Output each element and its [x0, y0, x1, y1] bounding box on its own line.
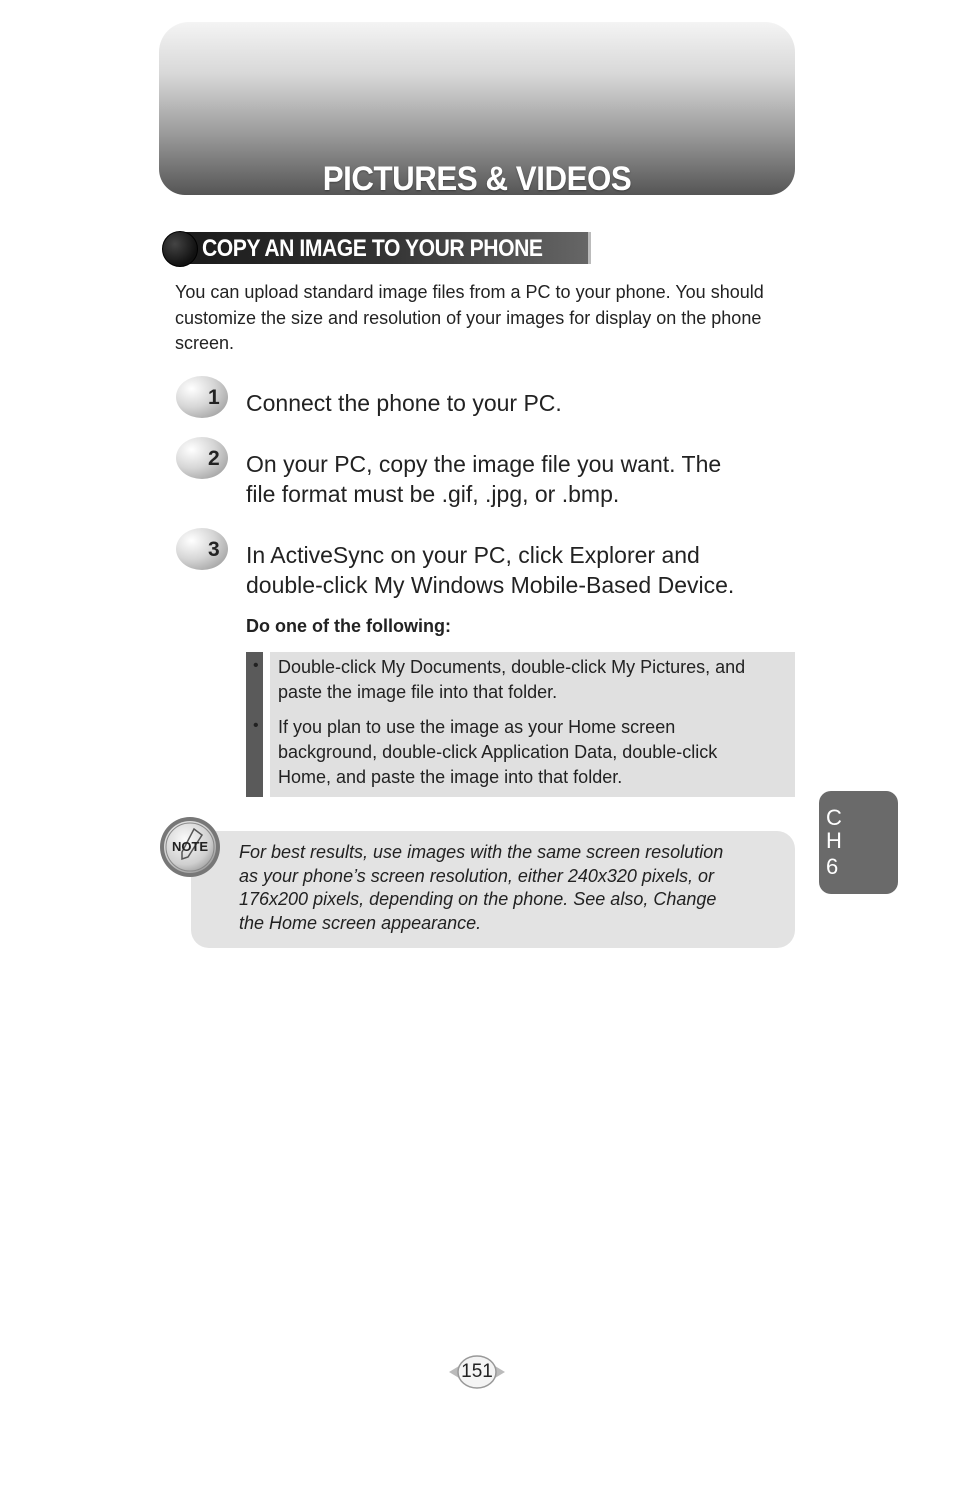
bullet-line: If you plan to use the image as your Home screen: [278, 717, 676, 737]
bullet-dot-icon: •: [253, 717, 259, 734]
step-text: [246, 449, 796, 509]
step-text-line: In ActiveSync on your PC, click Explorer and: [246, 542, 700, 568]
note-line: For best results, use images with the same screen resolution: [239, 842, 724, 862]
bullet-line: background, double-click Application Data, double-click: [278, 742, 718, 762]
note-text: [239, 841, 779, 935]
chapter-tab-c: C: [826, 805, 842, 830]
intro-paragraph: You can upload standard image files from a PC to your phone. You should customize the size and resolution of your images for display on the phone screen.: [175, 282, 764, 353]
step-disc-icon: [176, 376, 228, 418]
step-text: [246, 540, 796, 600]
options-box: [246, 652, 795, 797]
page-number-badge: [447, 1354, 507, 1390]
step-number: 3: [208, 538, 220, 561]
note-line: 176x200 pixels, depending on the phone. See also, Change: [239, 889, 717, 909]
chapter-header: [159, 22, 795, 198]
note-icon-label: NOTE: [171, 839, 209, 854]
section-bullet-icon: [162, 231, 198, 267]
step-number-badge: [176, 376, 230, 420]
chapter-tab-number: 6: [826, 854, 839, 879]
bullet-line: Home, and paste the image into that folder.: [278, 767, 623, 787]
step-number: 1: [208, 386, 220, 409]
step-disc-icon: [176, 528, 228, 570]
page-title: PICTURES & VIDEOS: [322, 160, 632, 198]
section-title: COPY AN IMAGE TO YOUR PHONE: [202, 235, 543, 262]
section-heading-bar: [162, 231, 590, 266]
note-icon-graphic: [158, 815, 222, 879]
step-disc-icon: [176, 437, 228, 479]
step-text-line: Connect the phone to your PC.: [246, 390, 562, 416]
step-text-line: file format must be .gif, .jpg, or .bmp.: [246, 481, 620, 507]
note-line: the Home screen appearance.: [239, 912, 482, 933]
bullet-line: paste the image file into that folder.: [278, 682, 558, 702]
step-text-line: On your PC, copy the image file you want. The: [246, 451, 722, 477]
note-line: as your phone’s screen resolution, either 240x320 pixels, or: [239, 865, 714, 886]
page-number: 151: [461, 1361, 493, 1382]
step-text: [246, 388, 796, 418]
chapter-tab-h: H: [826, 828, 842, 853]
sub-heading: Do one of the following:: [246, 616, 451, 636]
bullet-line: Double-click My Documents, double-click My Pictures, and: [278, 657, 746, 677]
step-number-badge: [176, 437, 230, 481]
chapter-tab: [819, 791, 898, 894]
bullet-item: [278, 655, 790, 705]
step-number: 2: [208, 447, 220, 470]
note-box: [191, 831, 795, 948]
step-text-line: double-click My Windows Mobile-Based Device.: [246, 572, 735, 598]
bullet-item: [278, 715, 790, 790]
step-number-badge: [176, 528, 230, 572]
bullet-dot-icon: •: [253, 657, 259, 674]
note-icon: [158, 815, 222, 879]
